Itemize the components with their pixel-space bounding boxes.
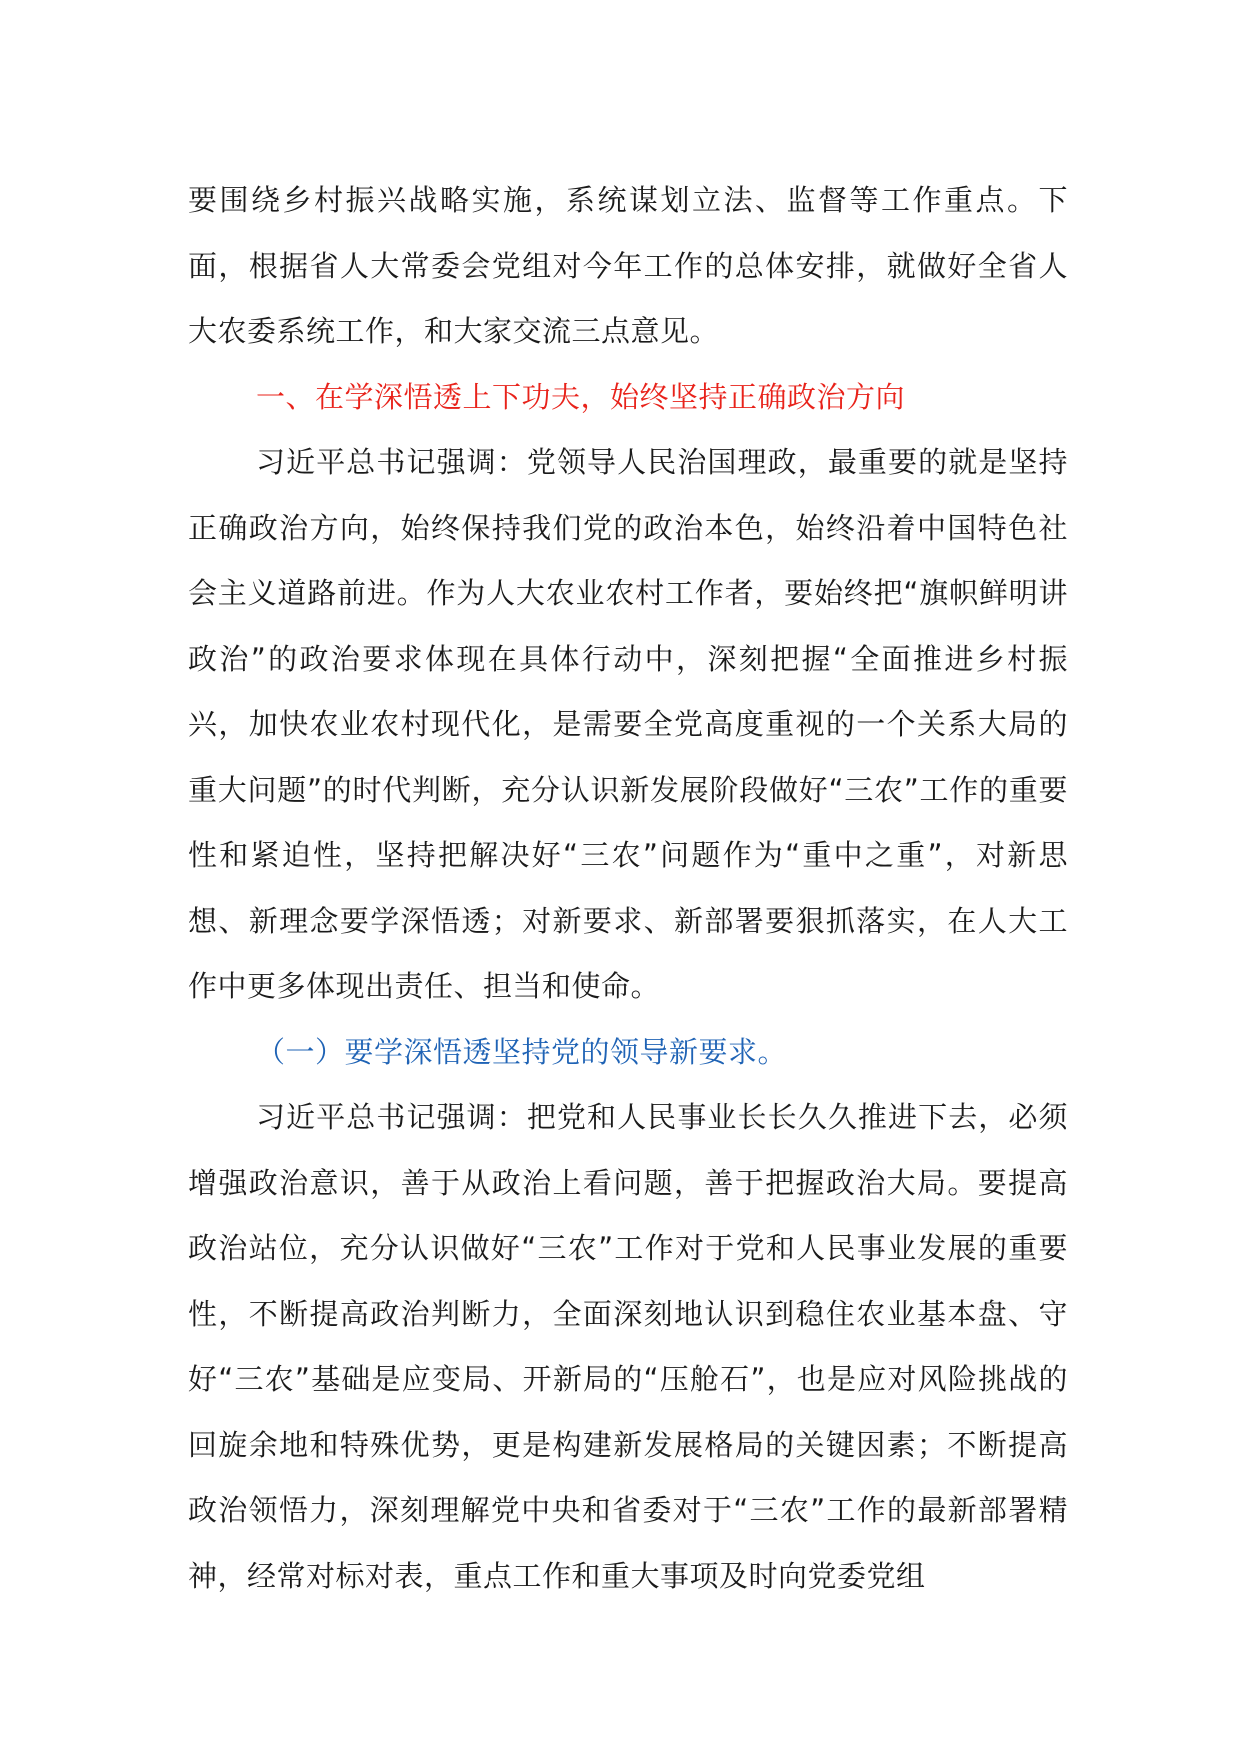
subsection-heading-1: （一）要学深悟透坚持党的领导新要求。	[256, 1034, 788, 1069]
body-paragraph: 习近平总书记强调：党领导人民治国理政，最重要的就是坚持正确政治方向，始终保持我们党的政治本色，始终沿着中国特色社会主义道路前进。作为人大农业农村工作者，要始终把“旗帜鲜明讲政治”的政治要求体现在具体行动中，深刻把握“全面推进乡村振兴，加快农业农村现代化，是需要全党高度重视的一个关系大局的重大问题”的时代判断，充分认识新发展阶段做好“三农”工作的重要性和紧迫性，坚持把解决好“三农”问题作为“重中之重”，对新思想、新理念要学深悟透；对新要求、新部署要狠抓落实，在人大工作中更多体现出责任、担当和使命。	[188, 445, 1068, 1003]
document-body	[188, 168, 1068, 1609]
body-paragraph: 要围绕乡村振兴战略实施，系统谋划立法、监督等工作重点。下面，根据省人大常委会党组对今年工作的总体安排，就做好全省人大农委系统工作，和大家交流三点意见。	[188, 183, 1068, 348]
section-heading-1: 一、在学深悟透上下功夫，始终坚持正确政治方向	[256, 379, 906, 414]
body-paragraph: 习近平总书记强调：把党和人民事业长长久久推进下去，必须增强政治意识，善于从政治上看问题，善于把握政治大局。要提高政治站位，充分认识做好“三农”工作对于党和人民事业发展的重要性，不断提高政治判断力，全面深刻地认识到稳住农业基本盘、守好“三农”基础是应变局、开新局的“压舱石”，也是应对风险挑战的回旋余地和特殊优势，更是构建新发展格局的关键因素；不断提高政治领悟力，深刻理解党中央和省委对于“三农”工作的最新部署精神，经常对标对表，重点工作和重大事项及时向党委党组	[188, 1100, 1068, 1593]
